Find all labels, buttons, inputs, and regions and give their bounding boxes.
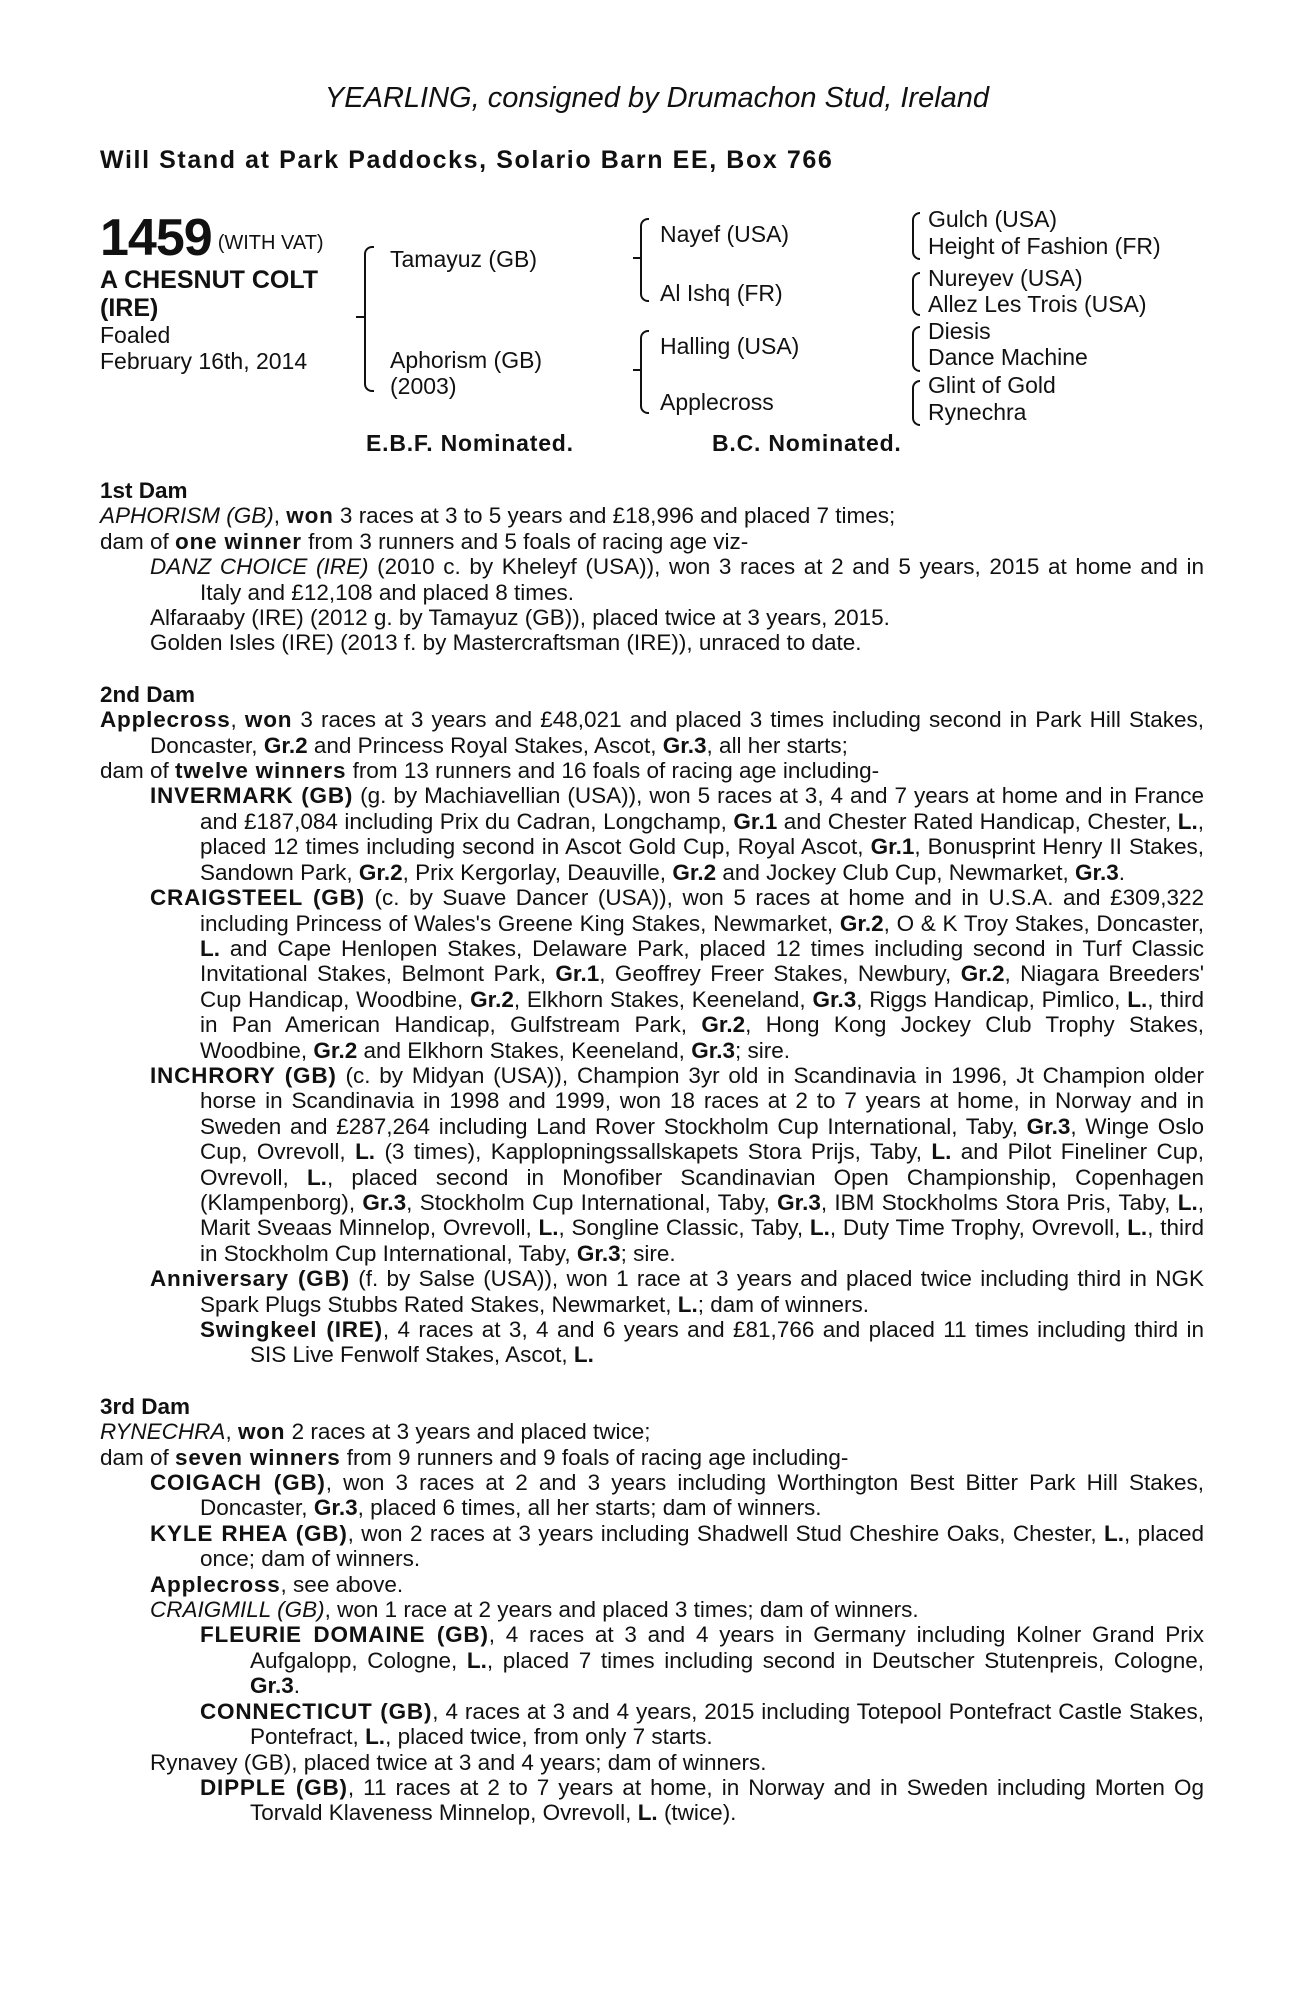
grade-label: Gr.3 xyxy=(777,1189,821,1215)
produce-connecticut xyxy=(100,1699,1204,1750)
pedigree-brace-main-tip xyxy=(356,316,364,318)
grade-label: Gr.2 xyxy=(701,1012,746,1038)
text: , placed twice, from only 7 starts. xyxy=(385,1724,713,1750)
grade-label: L. xyxy=(1177,808,1198,834)
text: 3 races at 3 to 5 years and £18,996 and placed 7 times; xyxy=(333,503,896,529)
produce-craigmill xyxy=(100,1597,1204,1622)
grade-label: L. xyxy=(355,1139,376,1165)
text: (f. by Salse (USA)), won 1 race at 3 years and placed twice including third in NGK Spark Plugs Stubbs Rated Stakes, Newmarket, xyxy=(200,1266,1204,1317)
horse-name: Anniversary (GB) xyxy=(150,1266,350,1292)
third-dam-heading: 3rd Dam xyxy=(100,1393,191,1419)
text: dam of xyxy=(100,758,176,784)
text: , 11 races at 2 to 7 years at home, in Norway and in Sweden including Morten Og Torvald Klaveness Minnelop, Ovrevoll, xyxy=(250,1774,1204,1826)
grade-label: Gr.1 xyxy=(555,961,600,987)
produce-fleurie-domaine xyxy=(100,1622,1204,1698)
text: ; dam of winners. xyxy=(697,1291,870,1317)
horse-name: Swingkeel (IRE) xyxy=(200,1317,383,1342)
grandparent-3: Nureyev (USA) xyxy=(928,265,1083,291)
grade-label: Gr.2 xyxy=(672,859,717,885)
text: , placed second in Monofiber Scandinavian Open Championship, Copenhagen (Klampenborg), xyxy=(200,1164,1204,1215)
text: , placed once; dam of winners. xyxy=(200,1520,1204,1572)
grade-label: L. xyxy=(306,1164,327,1190)
won-label: won xyxy=(286,503,334,529)
first-dam-record xyxy=(100,503,1204,528)
grade-label: Gr.2 xyxy=(470,986,514,1012)
won-label: won xyxy=(237,1419,286,1445)
text: and Cape Henlopen Stakes, Delaware Park, placed 12 times including second in Turf Classic Invitational Stakes, Belmont Park, xyxy=(200,935,1204,987)
grade-label: L. xyxy=(809,1215,830,1241)
grade-label: L. xyxy=(1127,1215,1148,1241)
text: , placed 6 times, all her starts; dam of winners. xyxy=(357,1495,822,1521)
second-dam-name: Applecross xyxy=(100,707,231,733)
text: , won 2 races at 3 years including Shadwell Stud Cheshire Oaks, Chester, xyxy=(347,1520,1105,1546)
text: and Jockey Club Cup, Newmarket, xyxy=(716,859,1075,885)
stand-location: Will Stand at Park Paddocks, Solario Barn EE, Box 766 xyxy=(100,146,834,174)
horse-name: CONNECTICUT (GB) xyxy=(200,1698,433,1724)
family-notes xyxy=(100,478,1204,1826)
foaled-date: February 16th, 2014 xyxy=(100,348,308,374)
grade-label: Gr.2 xyxy=(313,1037,358,1063)
text: , Elkhorn Stakes, Keeneland, xyxy=(513,986,813,1012)
horse-name: CRAIGSTEEL (GB) xyxy=(150,885,365,911)
text: ; sire. xyxy=(620,1240,676,1266)
text: , third in Pan American Handicap, Gulfstream Park, xyxy=(200,986,1205,1038)
text: , won 1 race at 2 years and placed 3 times; dam of winners. xyxy=(324,1597,919,1623)
horse-name: DANZ CHOICE (IRE) xyxy=(150,554,369,580)
produce-dipple xyxy=(100,1775,1204,1826)
consignment-line: YEARLING, consigned by Drumachon Stud, Ireland xyxy=(324,82,990,114)
text: , Niagara Breeders' Cup Handicap, Woodbine, xyxy=(200,961,1205,1012)
horse-name: DIPPLE (GB) xyxy=(200,1774,348,1800)
text: dam of xyxy=(100,1444,176,1470)
text: , O & K Troy Stakes, Doncaster, xyxy=(883,910,1204,936)
grandparent-6: Dance Machine xyxy=(928,344,1088,370)
grade-label: L. xyxy=(677,1291,698,1317)
produce-alfaraaby: Alfaraaby (IRE) (2012 g. by Tamayuz (GB)), placed twice at 3 years, 2015. xyxy=(150,605,890,631)
grade-label: L. xyxy=(573,1342,594,1368)
pedigree-brace-dam xyxy=(640,330,649,414)
sire-name: Tamayuz (GB) xyxy=(390,246,537,272)
lot-number xyxy=(100,208,324,268)
produce-anniversary xyxy=(100,1266,1204,1317)
text: and Princess Royal Stakes, Ascot, xyxy=(307,732,663,758)
produce-golden-isles: Golden Isles (IRE) (2013 f. by Mastercraftsman (IRE)), unraced to date. xyxy=(150,630,862,656)
text: , placed 7 times including second in Deutscher Stutenpreis, Cologne, xyxy=(486,1647,1204,1673)
grade-label: Gr.3 xyxy=(362,1189,407,1215)
grandparent-2: Height of Fashion (FR) xyxy=(928,233,1161,259)
grade-label: Gr.2 xyxy=(358,859,403,885)
won-label: won xyxy=(244,707,293,733)
pedigree-brace-sire xyxy=(640,218,649,302)
sire-dam: Al Ishq (FR) xyxy=(660,280,783,306)
second-dam-record xyxy=(100,707,1204,758)
grade-label: Gr.2 xyxy=(960,961,1005,987)
grade-label: L. xyxy=(538,1215,559,1241)
grandparent-1: Gulch (USA) xyxy=(928,206,1058,232)
text: , xyxy=(225,1419,238,1445)
produce-swingkeel xyxy=(100,1317,1204,1368)
grade-label: Gr.3 xyxy=(576,1240,621,1266)
text: , Riggs Handicap, Pimlico, xyxy=(856,986,1128,1012)
text: . xyxy=(293,1673,301,1699)
text: , 4 races at 3 and 4 years in Germany including Kolner Grand Prix Aufgalopp, Cologne, xyxy=(250,1622,1204,1673)
foaled-label: Foaled xyxy=(100,322,171,348)
produce-kyle-rhea xyxy=(100,1521,1204,1572)
winners-count: twelve winners xyxy=(175,758,347,784)
text: , 4 races at 3, 4 and 6 years and £81,766 and placed 11 times including third in SIS Live Fenwolf Stakes, Ascot, xyxy=(250,1317,1204,1368)
text: , Winge Oslo Cup, Ovrevoll, xyxy=(200,1113,1205,1165)
grandparent-4: Allez Les Trois (USA) xyxy=(928,291,1147,317)
second-dam-produce-summary xyxy=(100,758,1204,783)
pedigree-brace-g3 xyxy=(912,326,920,372)
dam-year: (2003) xyxy=(390,373,457,399)
grade-label: L. xyxy=(637,1800,658,1826)
text: and Pilot Fineliner Cup, Ovrevoll, xyxy=(200,1139,1204,1190)
produce-danz-choice xyxy=(100,554,1204,605)
text: , Marit Sveaas Minnelop, Ovrevoll, xyxy=(200,1189,1204,1241)
text: , Songline Classic, Taby, xyxy=(558,1215,810,1241)
vat-note: (WITH VAT) xyxy=(217,232,324,254)
text: from 3 runners and 5 foals of racing age viz- xyxy=(301,528,749,554)
text: , IBM Stockholms Stora Pris, Taby, xyxy=(820,1189,1178,1215)
horse-name: Applecross xyxy=(150,1571,281,1597)
horse-name: INVERMARK (GB) xyxy=(150,783,354,809)
produce-coigach xyxy=(100,1470,1204,1521)
first-dam-produce-summary xyxy=(100,529,1204,554)
horse-name: FLEURIE DOMAINE (GB) xyxy=(200,1622,489,1648)
text: (2010 c. by Kheleyf (USA)), won 3 races at 2 and 5 years, 2015 at home and in Italy and £12,108 and placed 8 times. xyxy=(200,554,1204,605)
grade-label: Gr.3 xyxy=(313,1495,358,1521)
text: , placed 12 times including second in Ascot Gold Cup, Royal Ascot, xyxy=(200,808,1204,860)
grade-label: L. xyxy=(1177,1189,1198,1215)
grade-label: Gr.3 xyxy=(1026,1113,1071,1139)
horse-name: CRAIGMILL (GB) xyxy=(150,1597,325,1623)
grade-label: Gr.3 xyxy=(691,1037,735,1063)
text: , Prix Kergorlay, Deauville, xyxy=(402,859,673,885)
first-dam-heading: 1st Dam xyxy=(100,478,188,503)
grade-label: L. xyxy=(1127,986,1148,1012)
first-dam-name: APHORISM (GB) xyxy=(100,503,274,529)
grade-label: Gr.3 xyxy=(250,1673,294,1699)
text: 2 races at 3 years and placed twice; xyxy=(285,1419,651,1445)
text: from 9 runners and 9 foals of racing age including- xyxy=(340,1444,849,1470)
text: , xyxy=(273,503,287,529)
pedigree-brace-sire-tip xyxy=(633,257,640,259)
foaled-info xyxy=(100,322,307,374)
text: , all her starts; xyxy=(706,732,848,758)
grade-label: L. xyxy=(200,935,220,961)
grade-label: Gr.1 xyxy=(870,834,915,860)
text: ; sire. xyxy=(734,1037,790,1063)
text: , see above. xyxy=(280,1571,404,1597)
ebf-nominated: E.B.F. Nominated. xyxy=(366,430,574,456)
text: and Chester Rated Handicap, Chester, xyxy=(777,808,1178,834)
text: , Bonusprint Henry II Stakes, Sandown Park, xyxy=(200,834,1204,885)
grade-label: Gr.3 xyxy=(662,732,707,758)
text: , won 3 races at 2 and 3 years including Worthington Best Bitter Park Hill Stakes, Doncaster, xyxy=(200,1470,1204,1521)
lot-description: A CHESNUT COLT (IRE) xyxy=(100,266,319,322)
text: , Hong Kong Jockey Club Trophy Stakes, Woodbine, xyxy=(200,1012,1205,1063)
text: (c. by Suave Dancer (USA)), won 5 races at home and in U.S.A. and £309,322 including Princess of Wales's Greene King Stakes, Newmarket, xyxy=(200,885,1204,936)
text: , third in Stockholm Cup International, Taby, xyxy=(200,1215,1204,1266)
text: , Stockholm Cup International, Taby, xyxy=(406,1189,778,1215)
third-dam-record xyxy=(100,1419,1204,1444)
grandparent-8: Rynechra xyxy=(928,399,1027,425)
dam-sire: Halling (USA) xyxy=(660,333,800,359)
sire-sire: Nayef (USA) xyxy=(660,221,790,247)
second-dam-heading: 2nd Dam xyxy=(100,681,196,707)
text: , Duty Time Trophy, Ovrevoll, xyxy=(829,1215,1128,1241)
pedigree-brace-g1 xyxy=(912,212,920,260)
pedigree-brace-g2 xyxy=(912,272,920,316)
produce-craigsteel xyxy=(100,885,1204,1063)
grade-label: Gr.3 xyxy=(812,986,857,1012)
produce-rynavey: Rynavey (GB), placed twice at 3 and 4 years; dam of winners. xyxy=(150,1749,767,1775)
winners-count: one winner xyxy=(175,528,302,554)
grade-label: L. xyxy=(365,1724,386,1750)
horse-name: COIGACH (GB) xyxy=(150,1470,326,1496)
text: and Elkhorn Stakes, Keeneland, xyxy=(357,1037,692,1063)
produce-inchrory xyxy=(100,1063,1204,1266)
horse-name: KYLE RHEA (GB) xyxy=(150,1520,348,1546)
pedigree-brace-main xyxy=(364,246,374,392)
pedigree-brace-g4 xyxy=(912,380,920,426)
bc-nominated: B.C. Nominated. xyxy=(712,430,902,456)
text: (3 times), Kapplopningssallskapets Stora Prijs, Taby, xyxy=(375,1139,932,1165)
grade-label: L. xyxy=(466,1647,487,1673)
text: , 4 races at 3 and 4 years, 2015 including Totepool Pontefract Castle Stakes, Pontefract, xyxy=(250,1698,1204,1750)
text: , xyxy=(230,707,245,733)
lot-number-value: 1459 xyxy=(100,209,212,267)
pedigree-brace-dam-tip xyxy=(633,369,640,371)
grade-label: L. xyxy=(1104,1520,1125,1546)
text: from 13 runners and 16 foals of racing age including- xyxy=(346,758,880,784)
text: 3 races at 3 years and £48,021 and placed 3 times including second in Park Hill Stakes, Doncaster, xyxy=(150,707,1204,758)
text: (twice). xyxy=(657,1800,737,1826)
produce-applecross xyxy=(100,1572,1204,1597)
dam-dam: Applecross xyxy=(660,389,774,415)
grade-label: Gr.2 xyxy=(839,910,884,936)
text: . xyxy=(1118,859,1126,885)
third-dam-name: RYNECHRA xyxy=(100,1419,226,1445)
winners-count: seven winners xyxy=(175,1444,341,1470)
text: (g. by Machiavellian (USA)), won 5 races at 3, 4 and 7 years at home and in France and £187,084 including Prix du Cadran, Longchamp, xyxy=(200,783,1204,834)
horse-name: INCHRORY (GB) xyxy=(150,1062,337,1088)
third-dam-produce-summary xyxy=(100,1445,1204,1470)
grandparent-5: Diesis xyxy=(928,318,991,344)
text: (c. by Midyan (USA)), Champion 3yr old in Scandinavia in 1996, Jt Champion older horse in Scandinavia in 1998 and 1999, won 18 races at 2 to 7 years at home, in Norway and in Sweden and £287,264 including Land Rover Stockholm Cup International, Taby, xyxy=(200,1062,1204,1139)
grade-label: Gr.1 xyxy=(733,808,778,834)
grade-label: L. xyxy=(931,1139,952,1165)
grade-label: Gr.3 xyxy=(1075,859,1119,885)
text: , Geoffrey Freer Stakes, Newbury, xyxy=(599,961,961,987)
text: dam of xyxy=(100,528,176,554)
grandparent-7: Glint of Gold xyxy=(928,372,1056,398)
produce-invermark xyxy=(100,783,1204,885)
dam-name: Aphorism (GB) xyxy=(390,347,543,373)
grade-label: Gr.2 xyxy=(263,732,308,758)
